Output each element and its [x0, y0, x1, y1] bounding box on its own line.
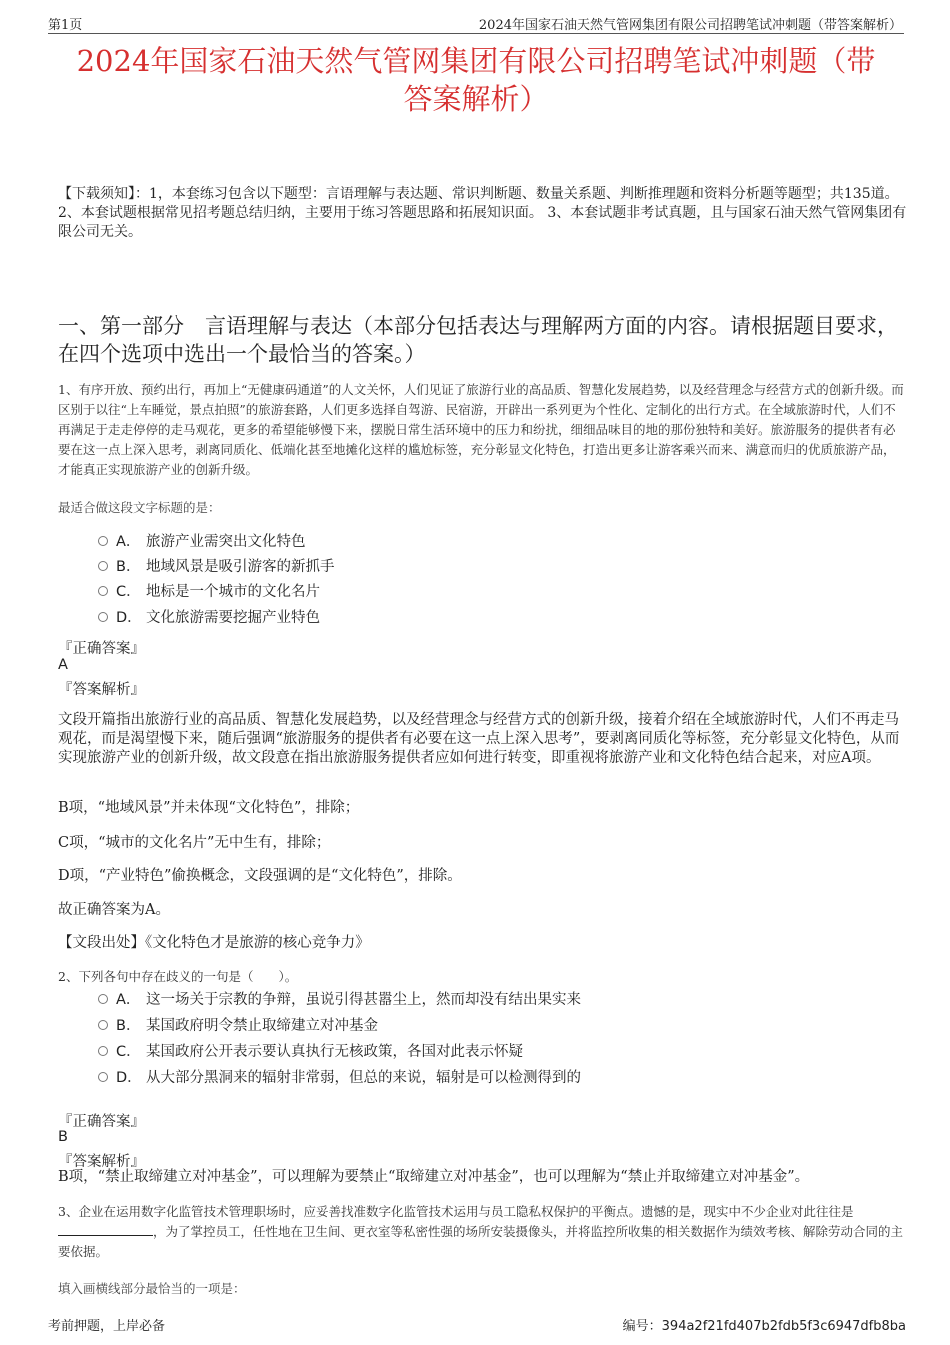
- radio-icon[interactable]: [98, 536, 108, 546]
- question-1-b-note: B项，“地域风景”并未体现“文化特色”，排除；: [58, 800, 360, 816]
- option-letter: D．: [116, 610, 142, 626]
- option-letter: A．: [116, 534, 141, 550]
- question-1-prompt: 最适合做这段文字标题的是：: [58, 500, 221, 515]
- radio-icon[interactable]: [98, 561, 108, 571]
- header-doc-title: 2024年国家石油天然气管网集团有限公司招聘笔试冲刺题（带答案解析）: [478, 18, 902, 33]
- radio-icon[interactable]: [98, 612, 108, 622]
- radio-icon[interactable]: [98, 586, 108, 596]
- question-1-option-c[interactable]: [98, 581, 320, 603]
- option-letter: C．: [116, 584, 141, 600]
- option-letter: A．: [116, 992, 141, 1008]
- question-2-answer: B: [58, 1129, 68, 1145]
- radio-icon[interactable]: [98, 1046, 108, 1056]
- option-text: 文化旅游需要挖掘产业特色: [146, 610, 320, 626]
- radio-icon[interactable]: [98, 1072, 108, 1082]
- option-letter: C．: [116, 1044, 141, 1060]
- question-2-analysis: B项，“禁止取缔建立对冲基金”，可以理解为要禁止“取缔建立对冲基金”，也可以理解为“禁止并取缔建立对冲基金”。: [58, 1169, 810, 1185]
- question-2-option-c[interactable]: [98, 1041, 523, 1063]
- question-1-d-note: D项，“产业特色”偷换概念，文段强调的是“文化特色”，排除。: [58, 868, 462, 884]
- page-title-line2: 答案解析）: [403, 82, 549, 116]
- radio-icon[interactable]: [98, 994, 108, 1004]
- question-1-analysis: 文段开篇指出旅游行业的高品质、智慧化发展趋势，以及经营理念与经营方式的创新升级，接着介绍在全域旅游时代，人们不再走马观花，而是渴望慢下来，随后强调“旅游服务的提供者有必要在这一点上深入思考”，要剥离同质化等标签，充分彰显文化特色，从而实现旅游产业的创新升级，故文段意在指出旅游服务提供者应如何进行转变，即重视将旅游产业和文化特色结合起来，对应A项。: [58, 712, 900, 766]
- footer-code-value: 394a2f21fd407b2fdb5f3c6947dfb8ba: [661, 1319, 906, 1334]
- question-1-analysis-label: 『答案解析』: [58, 682, 145, 698]
- question-2-option-d[interactable]: [98, 1067, 581, 1089]
- question-3-text: [58, 1202, 904, 1262]
- radio-icon[interactable]: [98, 1020, 108, 1030]
- option-text: 这一场关于宗教的争辩，虽说引得甚嚣尘上，然而却没有结出果实来: [146, 992, 581, 1008]
- option-letter: B．: [116, 559, 141, 575]
- page-title: [48, 42, 904, 118]
- question-1-answer: A: [58, 657, 68, 673]
- question-2-text: 2、下列各句中存在歧义的一句是（ ）。: [58, 969, 298, 984]
- footer-slogan: 考前押题，上岸必备: [48, 1319, 166, 1334]
- question-2-option-a[interactable]: [98, 989, 581, 1011]
- question-1-c-note: C项，“城市的文化名片”无中生有，排除；: [58, 835, 331, 851]
- question-1-conclusion: 故正确答案为A。: [58, 902, 170, 918]
- question-2-analysis-label: 『答案解析』: [58, 1154, 145, 1170]
- option-text: 地域风景是吸引游客的新抓手: [146, 559, 335, 575]
- option-text: 从大部分黑洞来的辐射非常弱，但总的来说，辐射是可以检测得到的: [146, 1070, 581, 1086]
- footer-code: [623, 1315, 906, 1334]
- download-notice: 【下载须知】：1，本套练习包含以下题型：言语理解与表达题、常识判断题、数量关系题、判断推理题和资料分析题等题型；共135道。 2、本套试题根据常见招考题总结归纳，主要用于练习答题思路和拓展知识面。 3、本套试题非考试真题，且与国家石油天然气管网集团有限公司无关。: [58, 186, 907, 240]
- option-text: 地标是一个城市的文化名片: [146, 584, 320, 600]
- question-2-answer-label: 『正确答案』: [58, 1114, 145, 1130]
- question-1-answer-label: 『正确答案』: [58, 641, 145, 657]
- option-letter: D．: [116, 1070, 142, 1086]
- header-divider: [48, 33, 904, 34]
- page-number: 第1页: [48, 18, 83, 33]
- question-1-option-a[interactable]: [98, 531, 306, 553]
- option-letter: B．: [116, 1018, 141, 1034]
- question-1-source: 【文段出处】《文化特色才是旅游的核心竞争力》: [58, 935, 370, 951]
- option-text: 旅游产业需突出文化特色: [146, 534, 306, 550]
- question-1-text: 1、有序开放、预约出行，再加上“无健康码通道”的人文关怀，人们见证了旅游行业的高品质、智慧化发展趋势，以及经营理念与经营方式的创新升级。而区别于以往“上车睡觉，景点拍照”的旅游套路，人们更多选择自驾游、民宿游，开辟出一系列更为个性化、定制化的出行方式。在全域旅游时代，人们不再满足于走走停停的走马观花，更多的希望能够慢下来，摆脱日常生活环境中的压力和纷扰，细细品味目的地的那份独特和美好。旅游服务的提供者有必要在这一点上深入思考，剥离同质化、低端化甚至地摊化这样的尴尬标签，充分彰显文化特色，打造出更多让游客乘兴而来、满意而归的优质旅游产品，才能真正实现旅游产业的创新升级。: [58, 382, 904, 477]
- fill-blank: [58, 1223, 153, 1236]
- question-1-option-d[interactable]: [98, 607, 320, 629]
- option-text: 某国政府明令禁止取缔建立对冲基金: [146, 1018, 378, 1034]
- footer-code-label: 编号：: [622, 1319, 662, 1334]
- option-text: 某国政府公开表示要认真执行无核政策，各国对此表示怀疑: [146, 1044, 523, 1060]
- question-3-text-before: 3、企业在运用数字化监管技术管理职场时，应妥善找准数字化监管技术运用与员工隐私权保护的平衡点。遗憾的是，现实中不少企业对此往往是: [58, 1204, 854, 1219]
- question-3-text-after: ，为了掌控员工，任性地在卫生间、更衣室等私密性强的场所安装摄像头，并将监控所收集的相关数据作为绩效考核、解除劳动合同的主要依据。: [58, 1224, 904, 1259]
- question-3-prompt: 填入画横线部分最恰当的一项是：: [58, 1281, 246, 1296]
- question-2-option-b[interactable]: [98, 1015, 378, 1037]
- section-heading: 一、第一部分 言语理解与表达（本部分包括表达与理解两方面的内容。请根据题目要求，在四个选项中选出一个最恰当的答案。）: [58, 314, 898, 366]
- page-title-line1: 2024年国家石油天然气管网集团有限公司招聘笔试冲刺题（带: [76, 44, 876, 78]
- question-1-option-b[interactable]: [98, 556, 335, 578]
